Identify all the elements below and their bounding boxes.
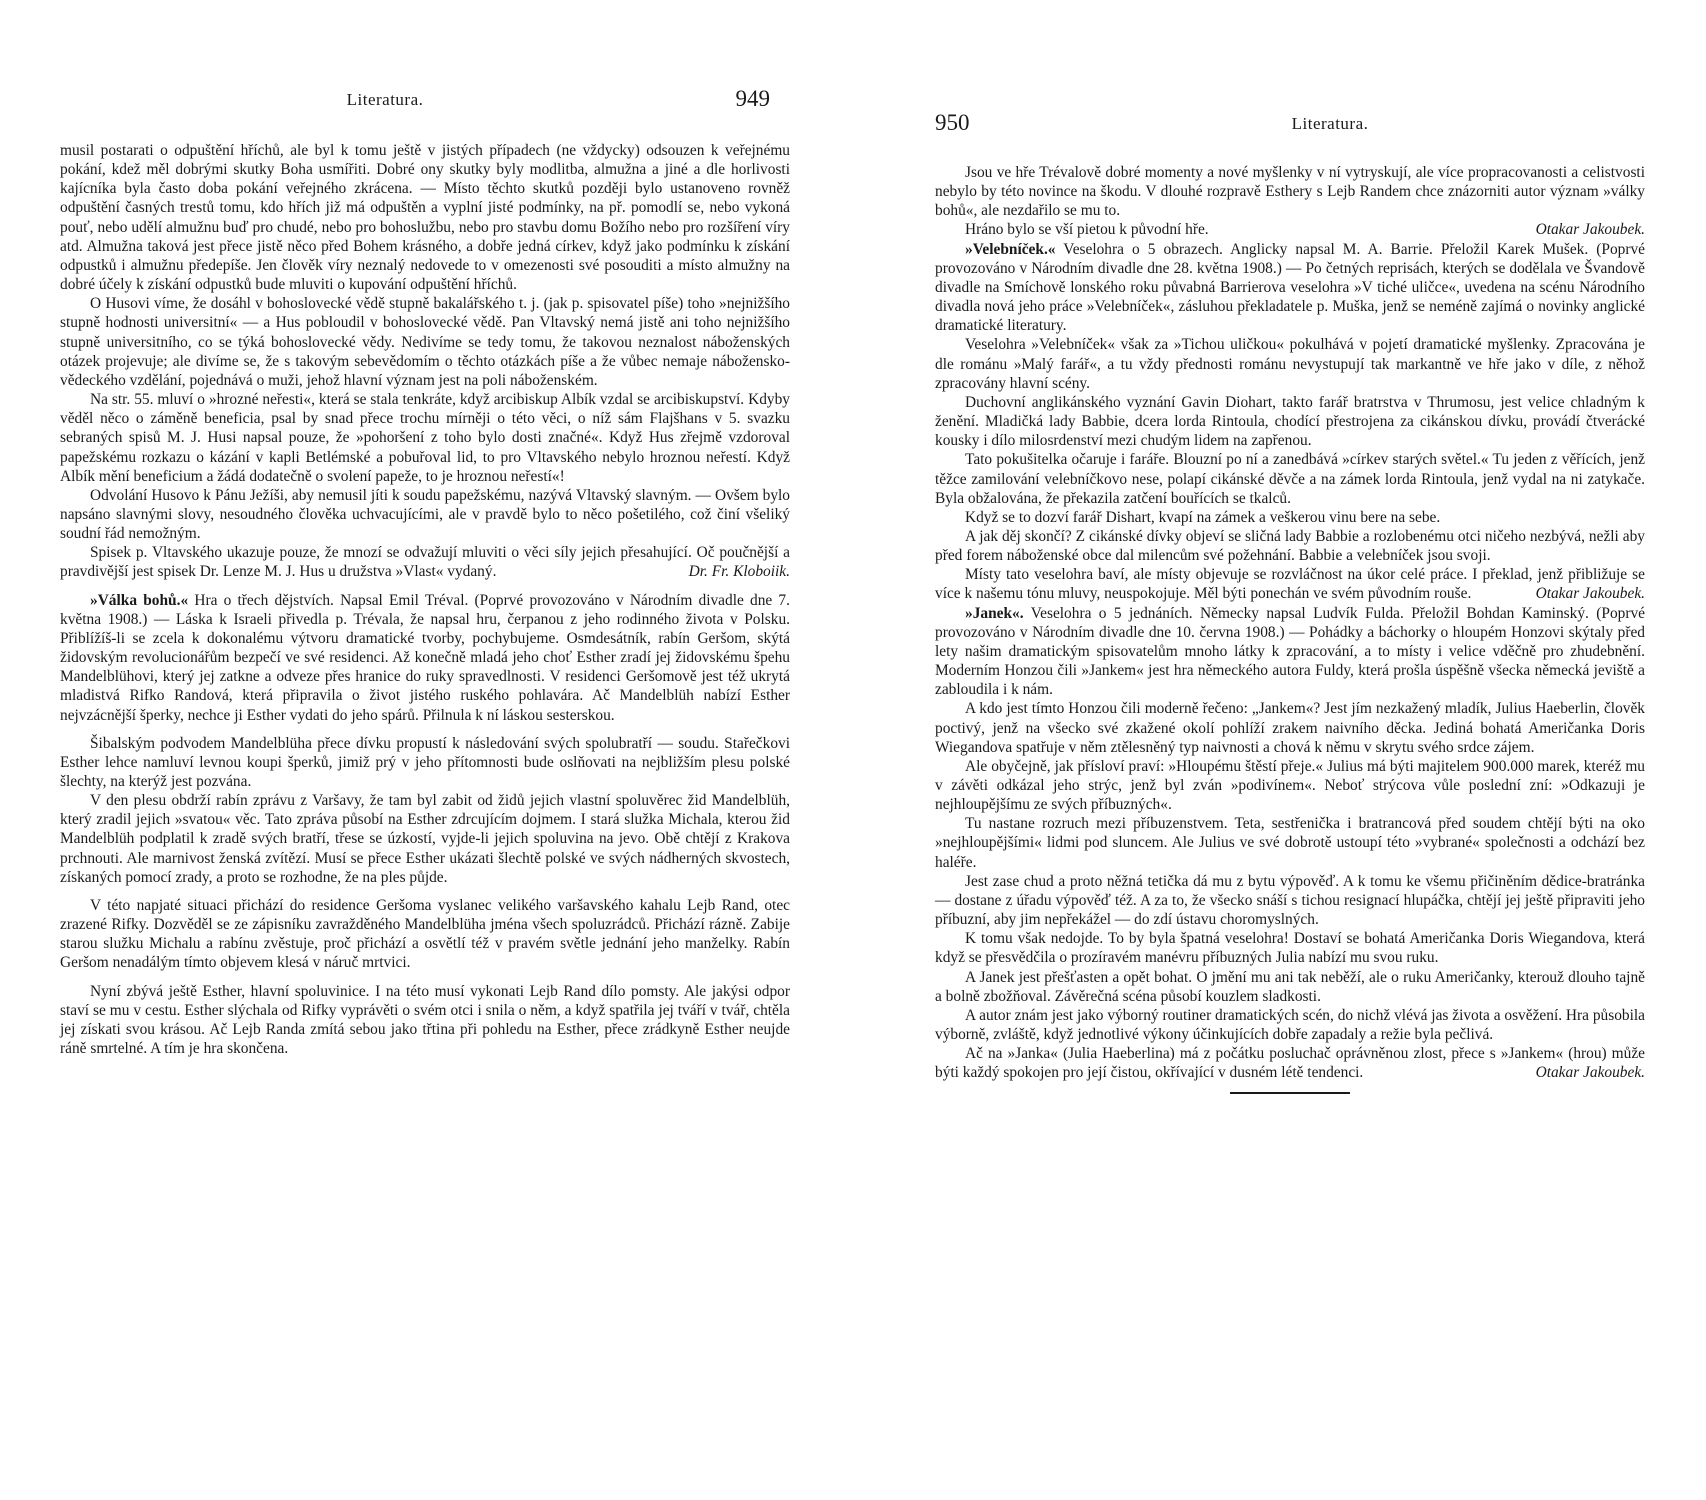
running-title: Literatura. bbox=[346, 90, 424, 109]
paragraph: musil postarati o odpuštění hříchů, ale byl k tomu ještě v jistých případech (ne vždycky) odsouzen k veřejnému pokání, kdež měl dobrými skutky Boha usmířiti. Dobré ony skutky byly modlitba, almužna a jiné a dle horlivosti kajícníka byla často doba pokání veřejného zkrácena. — Místo těchto skutků později bylo ustanoveno rovněž odpuštění časných trestů tomu, kdo hřích již má odpuštěn a vyplní jisté podmínky, na př. pomodlí se, nebo vykoná pouť, nebo udělí almužnu buď pro chudé, nebo pro bohoslužbu, nebo pro stavbu domu Božího nebo pro rozšíření víry atd. Almužna taková jest přece jistě něco před Bohem krásného, a dobře jedná církev, když jako podmínku k získání odpustků i almužnu předepíše. Jen člověk víry neznalý nedovede to v omezenosti své posouditi a místo almužny na dobré účely k získání odpustků bude mluviti o kupování odpuštění hříchů. bbox=[60, 142, 790, 294]
paragraph-text: Veselohra o 5 obrazech. Anglicky napsal M. A. Barrie. Přeložil Karek Mušek. (Poprvé provozováno v Národním divadle dne 28. května 1908.) — Po četných reprisách, kterých se dodělala ve Švandově divadle na Smíchově lonského roku půvabná Barrierova veselohra »V tiché uličce«, uvedena na scénu Národního divadla nová jeho práce »Velebníček«, zásluhou překladatele p. Muška, jenž se neméně zajímá o novinky anglické dramatické literatury. bbox=[935, 240, 1645, 335]
running-head bbox=[60, 86, 790, 116]
paragraph bbox=[935, 220, 1645, 239]
paragraph bbox=[935, 565, 1645, 603]
paragraph: Tato pokušitelka očaruje i faráře. Blouzní po ní a zanedbává »církev starých světel.« Tu jeden z věřících, jenž těžce zamilování velebníčkovo nese, polapí cikánské děvče a na zámek lorda Rintoula, jenž vydal na ni zatykače. Byla obžalována, že překazila zatčení bouřících se tkalců. bbox=[935, 451, 1645, 507]
paragraph: Tu nastane rozruch mezi příbuzenstvem. Teta, sestřenička i bratrancová před soudem chtějí býti na oko »nejhloupějšími« lidmi pod sluncem. Ale Julius ve své dobrotě ustoupí této »vybrané« společnosti a odchází bez haléře. bbox=[935, 815, 1645, 871]
running-head bbox=[935, 110, 1645, 140]
paragraph-text: Veselohra o 5 jednáních. Německy napsal Ludvík Fulda. Přeložil Bohdan Kaminský. (Poprvé provozováno v Národním divadle dne 10. června 1908.) — Pohádky a báchorky o hloupém Honzovi skýtaly před lety našim dramatickým spisovatelům mnoho látky k zpracování, a to místy i velice vděčně pro zhudebnění. Moderním Honzou čili »Jankem« jest hra německého autora Fuldy, která prošla úspěšně všecka německá jeviště a zabloudila i k nám. bbox=[935, 604, 1645, 699]
page-number: 950 bbox=[935, 110, 970, 135]
review-title: »Velebníček.« bbox=[965, 240, 1056, 258]
paragraph bbox=[60, 543, 790, 581]
paragraph: K tomu však nedojde. To by byla špatná veselohra! Dostaví se bohatá Američanka Doris Wiegandova, která když se přesvědčila o prozíravém manévru příbuzných Julia nabízí mu svou ruku. bbox=[935, 930, 1645, 967]
paragraph: Jsou ve hře Trévalově dobré momenty a nové myšlenky v ní vytryskují, ale více propracovanosti a celistvosti nebylo by této novince na škodu. V dlouhé rozpravě Esthery s Lejb Randem chce znázorniti autor význam »války bohů«, ale nezdařilo se mu to. bbox=[935, 164, 1645, 220]
paragraph-text: Místy tato veselohra baví, ale místy objevuje se rozvláčnost na úkor celé práce. I překlad, jenž přibližuje se více k našemu tónu mluvy, neuspokojuje. Měl býti ponechán ve svém původním rouše. bbox=[935, 566, 1645, 603]
author-signature: Otakar Jakoubek. bbox=[1535, 585, 1645, 603]
paragraph: A autor znám jest jako výborný routiner dramatických scén, do nichž vlévá jas života a osvěžení. Hra působila výborně, zvláště, když jednotlivé výkony účinkujících dobře zapadaly a režie byla pečlivá. bbox=[935, 1006, 1645, 1044]
paragraph: A Janek jest přešťasten a opět bohat. O jmění mu ani tak neběží, ale o ruku Američanky, kterouž dlouho tajně a bolně zbožňoval. Závěrečná scéna působí kouzlem sladkosti. bbox=[935, 968, 1645, 1005]
paragraph-text: Spisek p. Vltavského ukazuje pouze, že mnozí se odvažují mluviti o věci síly jejich přesahující. Oč poučnější a pravdivější jest spisek Dr. Lenze M. J. Hus u družstva »Vlast« vydaný. bbox=[60, 544, 790, 581]
paragraph-text: Hra o třech dějstvích. Napsal Emil Tréval. (Poprvé provozováno v Národním divadle dne 7. května 1908.) — Láska k Israeli přivedla p. Trévala, že napsal hru, čerpanou z jeho rodinného života v Polsku. Přiblížíš-li se zcela k dokonalému výtvoru dramatické tvorby, pochybujeme. Osmdesátník, rabín Geršom, skýtá židovským revolucionářům bezpečí ve své residenci. Až konečně mladá jeho choť Esther zradí jej židovskému špehu Mandelblühovi, který jej zatkne a odveze přes hranice do ruky spravedlnosti. V residenci Geršomově jest též ukrytá mladistvá Rifko Randová, která připravila o život jistého ruského pohlavára. Ač Mandelblüh nabízí Esther nejvzácnější šperky, nechce ji Esther vydati do jeho spárů. Přilnula k ní láskou sesterskou. bbox=[60, 591, 790, 724]
paragraph-text: Ač na »Janka« (Julia Haeberlina) má z počátku posluchač oprávněnou zlost, přece s »Jankem« (hrou) může býti každý spokojen pro její čistou, okřívající v dusném létě tendenci. bbox=[935, 1045, 1645, 1082]
author-signature: Otakar Jakoubek. bbox=[1535, 221, 1645, 239]
paragraph: Šibalským podvodem Mandelblüha přece dívku propustí k následování svých spolubratří — soudu. Stařečkovi Esther lehce namluví levnou koupi šperků, jimiž prý v jeho přítomnosti bude oslňovati na nejbližším plesu polské šlechty, na kterýž jest pozvána. bbox=[60, 734, 790, 790]
end-rule bbox=[1230, 1092, 1350, 1094]
paragraph: Nyní zbývá ještě Esther, hlavní spoluvinice. I na této musí vykonati Lejb Rand dílo pomsty. Ale jakýsi odpor staví se mu v cestu. Esther slýchala od Rifky vyprávěti o svém otci i snila o něm, a když spatřila jej tváří v tvář, chtěla jej získati svou krásou. Ač Lejb Randa zmítá sebou jako třtina při pohledu na Esther, přece zrádkyně Esther neujde ráně smrtelné. A tím je hra skončena. bbox=[60, 982, 790, 1058]
running-title: Literatura. bbox=[1291, 114, 1369, 133]
paragraph: V den plesu obdrží rabín zprávu z Varšavy, že tam byl zabit od židů jejich vlastní spoluvěrec žid Mandelblüh, který zradil jejich »svatou« věc. Tato zpráva působí na Esther zdrcujícím dojmem. I stará služka Michala, kterou žid Mandelblüh podplatil k zradě svých bratří, třese se úzkostí, vyjde-li jejich spoluvina na jevo. Obě chtějí z Krakova prchnouti. Ale marnivost ženská zvítězí. Musí se přece Esther ukázati šlechtě polské ve svých nádherných skvostech, získaných pomocí zrady, a proto se rozhodne, že na ples půjde. bbox=[60, 792, 790, 886]
page-number: 949 bbox=[735, 86, 770, 111]
body-text bbox=[60, 141, 790, 1058]
paragraph: Na str. 55. mluví o »hrozné neřesti«, která se stala tenkráte, když arcibiskup Albík vzdal se arcibiskupství. Kdyby věděl něco o záměně beneficia, psal by snad přece trochu mírněji o této věci, o níž sám Flajšhans v 5. svazku sebraných spisů M. J. Husi napsal pouze, že »pohoršení z toho bylo dosti značné«. Když Hus zřejmě vzdoroval papežskému rozkazu o kázání v kapli Betlémské a pobuřoval lid, to pro Vltavského nebylo hroznou neřestí. Když Albík mění beneficium a žádá dodatečně o svolení papeže, to je hroznou neřestí«! bbox=[60, 391, 790, 485]
author-signature: Dr. Fr. Kloboiik. bbox=[688, 563, 790, 581]
review-heading-paragraph bbox=[935, 240, 1645, 336]
paragraph: Odvolání Husovo k Pánu Ježíši, aby nemusil jíti k soudu papežskému, nazývá Vltavský slavným. — Ovšem bylo napsáno slavnými slovy, nesoudného člověka uchvacujícími, ale v pravdě bylo to něco pošetilého, což činí všeliký soudní řád nemožným. bbox=[60, 486, 790, 543]
paragraph: Duchovní anglikánského vyznání Gavin Diohart, takto farář bratrstva v Thrumosu, jest velice chladným k ženění. Mladičká lady Babbie, dcera lorda Rintoula, chodící přestrojena za cikánskou dívku, provádí čtverácké kousky i dílo milosrdenství mezi chudým lidem na zapřenou. bbox=[935, 393, 1645, 450]
paragraph: A kdo jest tímto Honzou čili moderně řečeno: „Jankem«? Jest jím nezkažený mladík, Julius Haeberlin, člověk poctivý, jenž na všecko své zkažené okolí pohlíží zrakem naivního děcka. Jediná bohatá Američanka Doris Wiegandova spatřuje v něm ztělesněný typ naivnosti a chová k němu v skrytu svého srdce zájem. bbox=[935, 700, 1645, 756]
review-title: »Janek«. bbox=[965, 604, 1024, 622]
paragraph: A jak děj skončí? Z cikánské dívky objeví se sličná lady Babbie a rozlobenému otci ničeho nezbývá, nežli aby před forem náboženské obce dal milencům své požehnání. Babbie a velebníček jsou svoji. bbox=[935, 527, 1645, 565]
paragraph: Veselohra »Velebníček« však za »Tichou uličkou« pokulhává v pojetí dramatické myšlenky. Zpracována je dle románu »Malý farář«, a tu vždy přednosti románu nevystupují tak markantně ve hře jako v díle, z něhož zpracovány hlavní scény. bbox=[935, 336, 1645, 392]
author-signature: Otakar Jakoubek. bbox=[1535, 1064, 1645, 1082]
paragraph-text: Hráno bylo se vší pietou k původní hře. bbox=[965, 221, 1209, 239]
paragraph: Když se to dozví farář Dishart, kvapí na zámek a veškerou vinu bere na sebe. bbox=[965, 508, 1441, 526]
review-heading-paragraph bbox=[60, 591, 790, 725]
body-text bbox=[935, 163, 1645, 1094]
paragraph bbox=[935, 1044, 1645, 1082]
review-heading-paragraph bbox=[935, 604, 1645, 700]
paragraph: Jest zase chud a proto něžná tetička dá mu z bytu výpověď. A k tomu ke všemu přičiněním dědice-bratránka — dostane z úřadu výpověď též. A za to, že všecko snáší s tichou resignací hlupáčka, chtějí jej ještě připraviti jeho příbuzní, aby jim nepřekážel — do zdí ústavu choromyslných. bbox=[935, 872, 1645, 929]
paragraph: V této napjaté situaci přichází do residence Geršoma vyslanec velikého varšavského kahalu Lejb Rand, otec zrazené Rifky. Dozvěděl se ze zápisníku zavražděného Mandelblüha jména všech spoluzrádců. Přichází rázně. Zabije starou služku Michalu a rabínu zvěstuje, proč přichází a osvětlí též v pravém světle jednání jeho manželky. Rabín Geršom nenadálým tímto objevem klesá v náruč mrtvici. bbox=[60, 896, 790, 972]
review-title: »Válka bohů.« bbox=[90, 591, 189, 609]
paragraph: O Husovi víme, že dosáhl v bohoslovecké vědě stupně bakalářského t. j. (jak p. spisovatel píše) toho »nejnižšího stupně hodnosti universitní« — a Hus pobloudil v bohoslovecké vědě. Pan Vltavský nemá jistě ani toho nejnižšího stupně universitního, co se týká bohoslovecké vědy. Nedivíme se tedy tomu, že takovou neznalost náboženských otázek projevuje; ale divíme se, že s takovým sebevědomím o těchto otázkách píše a že vůbec nemaje nábožensko-vědeckého vzdělání, pojednává o muži, jehož hlavní význam jest na poli náboženském. bbox=[60, 295, 790, 389]
paragraph: Ale obyčejně, jak přísloví praví: »Hloupému štěstí přeje.« Julius má býti majitelem 900.000 marek, kteréž mu v závěti odkázal jeho strýc, jenž byl zván »podivínem«. Neboť strýcova vůle poslední zní: »Odkazuji je nejhloupějšímu ze svých příbuzných«. bbox=[935, 757, 1645, 814]
